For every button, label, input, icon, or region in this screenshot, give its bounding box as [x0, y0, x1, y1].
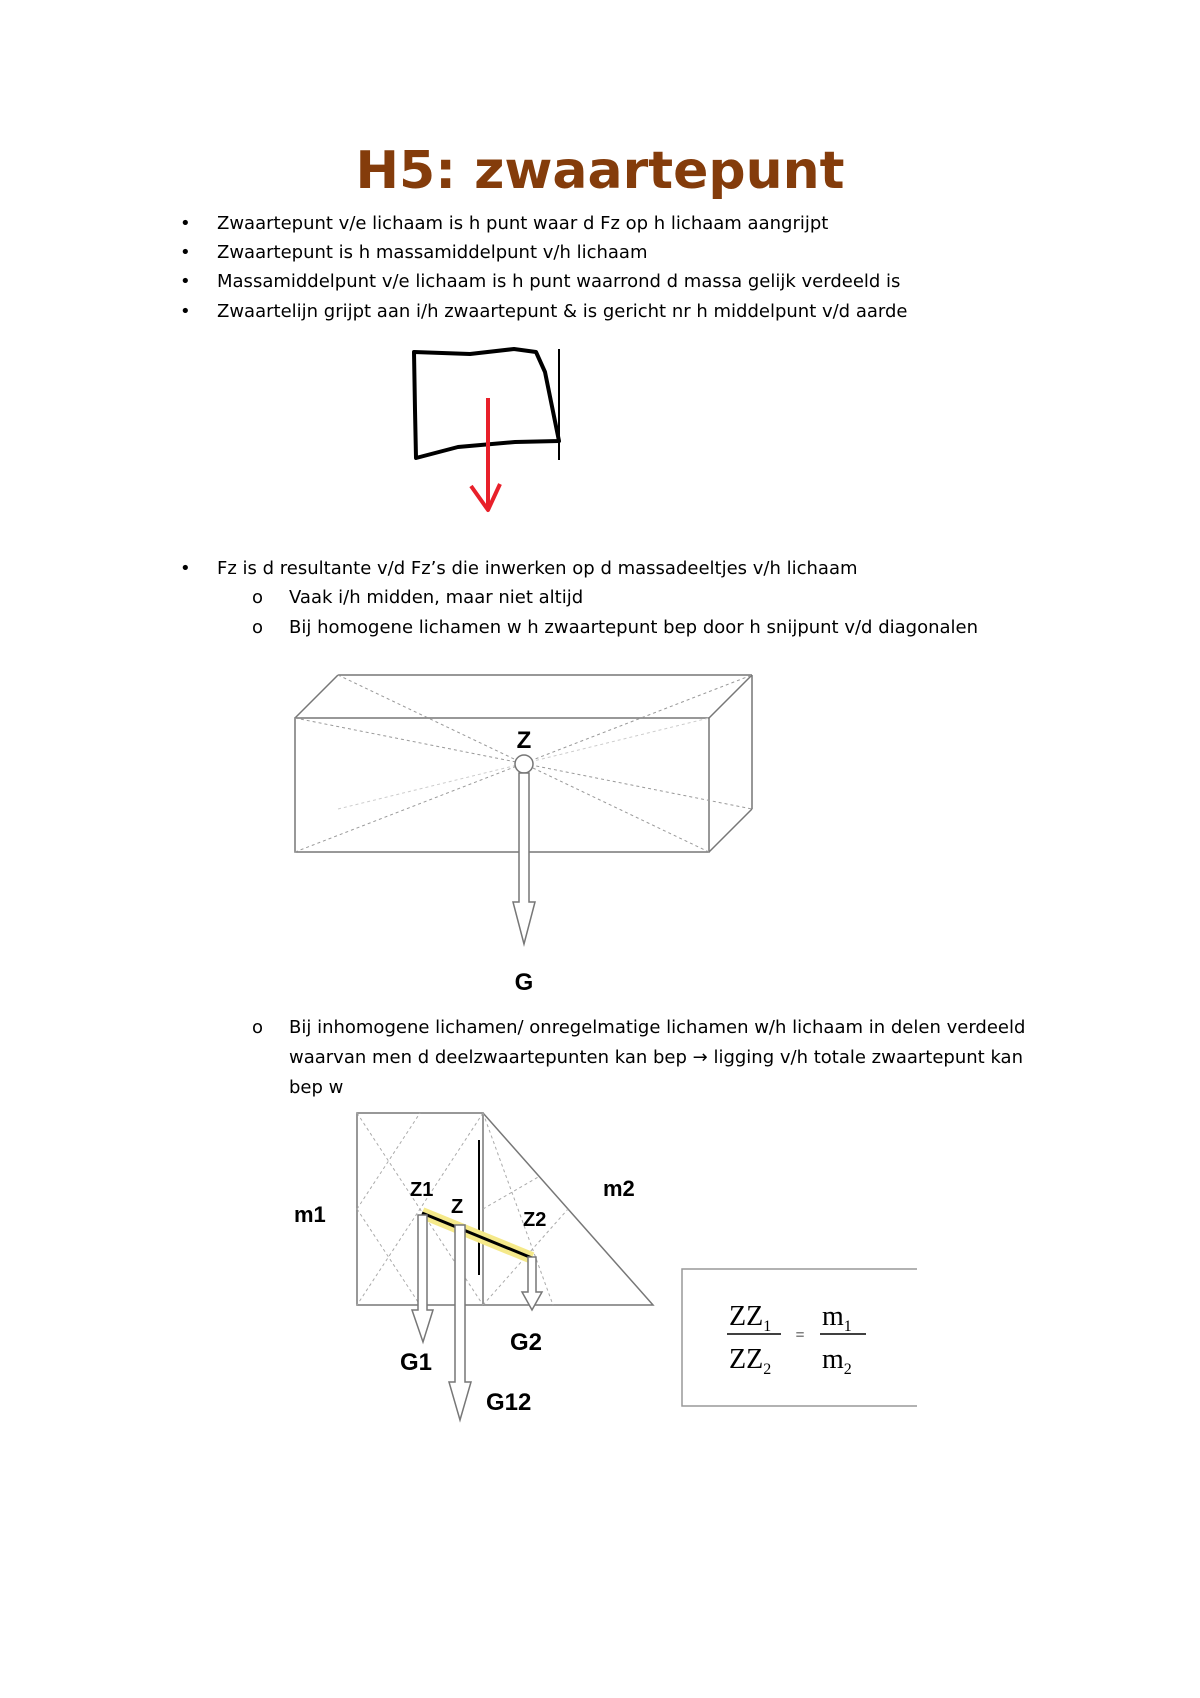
g1-label: G1 [400, 1349, 433, 1376]
gravity-arrow [513, 773, 535, 944]
formula-denominator: $ZZ_2$ [729, 1344, 772, 1378]
box-figure [295, 675, 752, 944]
box-front-face [295, 718, 709, 852]
box-edge [709, 809, 752, 852]
center-label: Z [516, 727, 532, 754]
g2-arrow [522, 1257, 542, 1310]
force-label: G [514, 969, 534, 996]
text-fragment: ligging v/h totale zwaartepunt kan [707, 1047, 1023, 1068]
formula-right-numerator: $m_1$ [822, 1301, 852, 1335]
formula-numerator: $ZZ_1$ [729, 1301, 772, 1335]
sub-list-item-text: Vaak i/h midden, maar niet altijd [289, 587, 584, 608]
list-item-text: Massamiddelpunt v/e lichaam is h punt waarrond d massa gelijk verdeeld is [217, 271, 901, 292]
m2-label: m2 [603, 1176, 635, 1201]
sub-list-item-text: Bij homogene lichamen w h zwaartepunt bep door h snijpunt v/d diagonalen [289, 617, 979, 638]
z-label: Z [451, 1196, 464, 1218]
sub-bullet-symbol: o [252, 1017, 264, 1038]
arrow-icon: → [692, 1047, 708, 1068]
page-title: H5: zwaartepunt [355, 141, 845, 201]
sub-bullet-symbol: o [252, 617, 264, 638]
g2-label: G2 [510, 1329, 543, 1356]
z1-label: Z1 [410, 1179, 434, 1201]
bullet-symbol: • [180, 213, 191, 234]
m1-label: m1 [294, 1202, 326, 1227]
box-edge [709, 675, 752, 718]
g1-arrow [412, 1215, 433, 1342]
z2-label: Z2 [523, 1209, 547, 1231]
list-item-text: Fz is d resultante v/d Fz’s die inwerken op d massadeeltjes v/h lichaam [217, 558, 858, 579]
g12-arrow [449, 1225, 471, 1420]
list-item-text: Zwaartepunt v/e lichaam is h punt waar d Fz op h lichaam aangrijpt [217, 213, 829, 234]
text-line: Bij inhomogene lichamen/ onregelmatige lichamen w/h lichaam in delen verdeeld [289, 1017, 1026, 1038]
formula-right-denominator: $m_2$ [822, 1344, 852, 1378]
bullet-symbol: • [180, 301, 191, 322]
bullet-symbol: • [180, 558, 191, 579]
g12-label: G12 [486, 1389, 532, 1416]
hand-drawn-figure [414, 349, 559, 510]
bullet-symbol: • [180, 271, 191, 292]
list-item-text: Zwaartepunt is h massamiddelpunt v/h lichaam [217, 242, 648, 263]
connecting-line [422, 1213, 532, 1258]
text-line: bep w [289, 1077, 344, 1098]
box-edge [295, 675, 338, 718]
bullet-symbol: • [180, 242, 191, 263]
formula-equals: = [795, 1327, 805, 1344]
diagonal [483, 1176, 540, 1209]
center-of-gravity-point [515, 755, 533, 773]
list-item-text: Zwaartelijn grijpt aan i/h zwaartepunt & is gericht nr h middelpunt v/d aarde [217, 301, 908, 322]
text-fragment: waarvan men d deelzwaartepunten kan bep [289, 1047, 693, 1068]
sub-bullet-symbol: o [252, 587, 264, 608]
red-force-arrow-head [471, 484, 500, 510]
